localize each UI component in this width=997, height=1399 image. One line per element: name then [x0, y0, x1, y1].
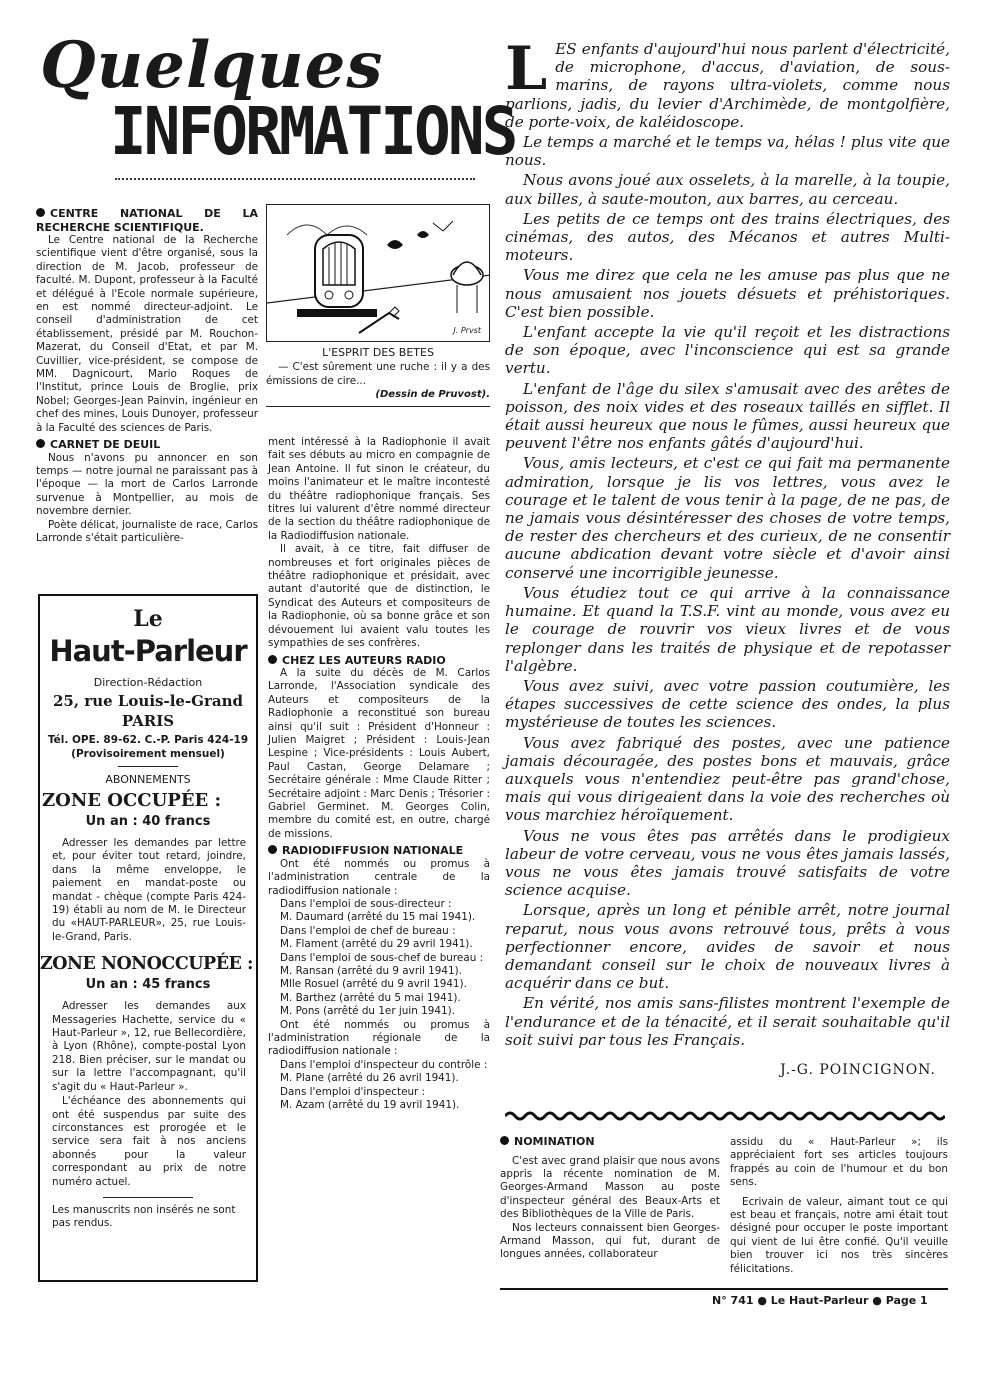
section-body: Dans l'emploi d'inspecteur : [280, 1085, 426, 1098]
cartoon-drawing [267, 205, 490, 342]
section-body: ment intéressé à la Radiophonie il avait fait ses débuts au micro en compagnie de Jean Antoine. Il fut sinon le créateur, du moins l'animateur et le maître incontesté du théâtre radiophonique français. Ses titres lui valurent d'être nommé directeur de la section du théâtre radiophonique de la Radiodiffusion nationale. [268, 436, 490, 542]
nomination-col-1 [500, 1132, 720, 1262]
divider [118, 766, 178, 767]
editorial-paragraph: L'enfant de l'âge du silex s'amusait avec des arêtes de poisson, des noix vides et des roseaux taillés en sifflet. Il était aussi heureux que nous le fûmes, aussi heureux que peuvent l'être nos enfants gâtés d'aujourd'hui. [505, 379, 950, 453]
box-periodicity: (Provisoirement mensuel) [71, 748, 225, 760]
box-le: Le [133, 606, 163, 632]
cartoon-credit: (Dessin de Pruvost). [375, 389, 490, 401]
section-body: Mlle Rosuel (arrêté du 9 avril 1941). [280, 978, 467, 991]
section-body: M. Flament (arrêté du 29 avril 1941). [280, 938, 473, 951]
box-address: 25, rue Louis-le-Grand [52, 692, 243, 710]
cartoon-caption-block [266, 346, 490, 407]
page-footer: N° 741 ● Le Haut-Parleur ● Page 1 [712, 1294, 928, 1307]
section-body: Dans l'emploi de sous-directeur : [280, 898, 452, 910]
editorial-paragraph: Vous étudiez tout ce qui arrive à la connaissance humaine. Et quand la T.S.F. vint au monde, vous avez eu le courage de rouvrir vos vieux livres et de vous replonger dans les traités de physique et de repotasser l'algèbre. [505, 583, 950, 675]
box-tel: Tél. OPE. 89-62. C.-P. Paris 424-19 [47, 734, 249, 746]
editorial-paragraph: Nous avons joué aux osselets, à la marelle, à la toupie, aux billes, à saute-mouton, aux barres, au cerceau. [505, 171, 950, 208]
section-body: Ont été nommés ou promus à l'administration centrale de la radiodiffusion nationale : [268, 857, 490, 897]
section-body: Poète délicat, journaliste de race, Carlos Larronde s'était particulière- [36, 518, 258, 545]
section-body: M. Ransan (arrêté du 9 avril 1941). [280, 965, 462, 978]
editorial-paragraph: En vérité, nos amis sans-filistes montrent l'exemple de l'endurance et de la ténacité, et il serait souhaitable qu'il soit suivi par tous les Français. [505, 994, 950, 1049]
divider [266, 406, 490, 407]
section-heading: CHEZ LES AUTEURS RADIO [268, 654, 490, 668]
column-2 [268, 436, 490, 1113]
cartoon-title: L'ESPRIT DES BETES [322, 346, 434, 359]
wavy-divider [505, 1108, 945, 1124]
box-city: PARIS [121, 712, 175, 730]
box-direction: Direction-Rédaction [93, 676, 203, 689]
editorial-paragraph: Vous avez fabriqué des postes, avec une patience jamais découragée, des postes bons et mauvais, grâce auxquels vous n'entendiez peut-être pas grand'chose, mais qui vous dirigeaient dans la voie des recherches où vous marchiez héroïquement. [505, 733, 950, 825]
zone-free-text: Adresser les demandes aux Messageries Hachette, service du « Haut-Parleur », 12, rue Bellecordière, à Lyon (Rhône), compte-postal Lyon 218. Bien préciser, sur le mandat ou sur la lettre l'accompagnant, qu'il s'agit du « Haut-Parleur ». [52, 1000, 246, 1093]
dropcap: L [505, 34, 548, 104]
editorial-paragraph: ES enfants d'aujourd'hui nous parlent d'électricité, de microphone, d'accus, d'aviation, de sous-marins, de rayons ultra-violets, comme nous parlions, jadis, du levier d'Archimède, de montgolfière, de porte-voix, de kaléidoscope. [505, 40, 950, 131]
section-body: Ont été nommés ou promus à l'administration régionale de la radiodiffusion nationale : [268, 1018, 490, 1058]
cartoon-caption: — C'est sûrement une ruche : il y a des émissions de cire... [266, 361, 490, 387]
section-body: M. Azam (arrêté du 19 avril 1941). [280, 1099, 460, 1112]
editorial-paragraph: Les petits de ce temps ont des trains électriques, des cinémas, des autos, des Mécanos et autres Multi-moteurs. [505, 209, 950, 265]
bullet-icon [268, 655, 277, 664]
zone-occupied-price: Un an : 40 francs [85, 814, 211, 829]
section-body: A la suite du décès de M. Carlos Larronde, l'Association syndicale des Auteurs et compositeurs de la Radiophonie a reconstitué son bureau ainsi qu'il suit : Président d'Honneur : Julien Maigret ; Président : Louis-Jean Lespine ; Vice-présidents : Louis Aubert, Paul Castan, George Delamare ; Secrétaire générale : Mme Claude Ritter ; Secrétaire adjoint : Marc Denis ; Trésorier : Gabriel Germinet. M. Georges Colin, membre du comité est, en outre, chargé de missions. [268, 667, 490, 840]
section-body: M. Barthez (arrêté du 5 mai 1941). [280, 991, 461, 1004]
divider [103, 1197, 193, 1198]
bullet-icon [36, 208, 45, 217]
bullet-icon [36, 439, 45, 448]
section-body: Dans l'emploi d'inspecteur du contrôle : [280, 1058, 488, 1071]
section-body: M. Daumard (arrêté du 15 mai 1941). [280, 911, 476, 924]
section-heading: CENTRE NATIONAL DE LA RECHERCHE SCIENTIFIQUE. [36, 207, 258, 234]
section-body: Nos lecteurs connaissent bien Georges-Armand Masson, qui fut, durant de longues années, collaborateur [500, 1221, 720, 1261]
section-body: Ecrivain de valeur, aimant tout ce qui est beau et français, notre ami était tout désigné pour occuper le poste important qui vient de lui être confié. Qu'il veuille bien trouver ici nos très sincères félicitations. [730, 1195, 948, 1275]
zone-occupied-heading: ZONE OCCUPÉE : [42, 790, 222, 811]
editorial-signature: J.-G. POINCIGNON. [780, 1061, 936, 1078]
section-heading: RADIODIFFUSION NATIONALE [268, 844, 490, 858]
box-name: Haut-Parleur [49, 634, 247, 668]
bullet-icon [268, 845, 277, 854]
editorial-paragraph: Le temps a marché et le temps va, hélas ! plus vite que nous. [505, 133, 950, 170]
cartoon-illustration [266, 204, 490, 342]
editorial [505, 34, 950, 1079]
section-body: M. Pons (arrêté du 1er juin 1941). [280, 1005, 455, 1018]
zone-free-heading: ZONE NONOCCUPÉE : [40, 954, 253, 975]
column-1 [36, 204, 258, 545]
zone-free-text-2: L'échéance des abonnements qui ont été suspendus par suite des circonstances est prorogée et le service sera fait à nos anciens abonnés pour la valeur correspondant au prix de notre numéro actuel. [52, 1095, 246, 1188]
masthead-title: INFORMATIONS [110, 93, 516, 170]
zone-occupied-text: Adresser les demandes par lettre et, pour éviter tout retard, joindre, dans la même enveloppe, le paiement en mandat-poste ou mandat - chèque (compte Paris 424-19) établi au nom de M. le Directeur du «HAUT-PARLEUR», 25, rue Louis-le-Grand, Paris. [52, 837, 246, 943]
section-body: C'est avec grand plaisir que nous avons appris la récente nomination de M. Georges-Armand Masson au poste d'inspecteur général des Beaux-Arts et des Bibliothèques de la Ville de Paris. [500, 1154, 720, 1221]
editorial-paragraph: Vous avez suivi, avec votre passion coutumière, les étapes successives de cette science des ondes, la plus mystérieuse de toutes les sciences. [505, 676, 950, 732]
section-body: Il avait, à ce titre, fait diffuser de nombreuses et fort originales pièces de théâtre radiophonique et présidait, avec autant d'autorité que de distinction, le Syndicat des Auteurs et compositeurs de la Radiophonie, où sa bonne grâce et son dévouement lui avaient valu toutes les sympathies de ses confrères. [268, 543, 490, 650]
bullet-icon [500, 1136, 509, 1145]
section-heading: NOMINATION [500, 1135, 720, 1149]
section-body: Nous n'avons pu annoncer en son temps — notre journal ne paraissant pas à l'époque — la mort de Carlos Larronde survenue à Montpellier, au mois de novembre dernier. [36, 451, 258, 518]
manuscripts-note: Les manuscrits non insérés ne sont pas rendus. [52, 1203, 236, 1230]
editorial-paragraph: Vous ne vous êtes pas arrêtés dans le prodigieux labeur de votre cerveau, vous ne vous êtes jamais lassés, vous ne vous êtes jamais trouvé satisfaits de votre science acquise. [505, 826, 950, 900]
editorial-paragraph: L'enfant accepte la vie qu'il reçoit et les distractions de son époque, avec l'inconscience qui est sa grande vertu. [505, 323, 950, 378]
cartoon-signature: J. Prvst [453, 326, 481, 335]
section-body: M. Plane (arrêté du 26 avril 1941). [280, 1072, 459, 1085]
nomination-col-2 [730, 1136, 948, 1276]
editorial-paragraph: Lorsque, après un long et pénible arrêt, notre journal reparut, nous vous avons retrouvé tous, prêts à vous perfectionner encore, avides de savoir et nous demandant conseil sur le choix de nouveaux livres à acquérir dans ce but. [505, 901, 950, 993]
footer-rule [500, 1288, 948, 1290]
section-body: Dans l'emploi de sous-chef de bureau : [280, 951, 484, 964]
section-heading: CARNET DE DEUIL [36, 438, 258, 452]
section-body: Le Centre national de la Recherche scientifique vient d'être organisé, sous la direction de M. Jacob, professeur de faculté. M. Dupont, professeur à la Faculté et délégué à l'Ecole normale supérieure, en est nommé directeur-adjoint. Le conseil d'administration de cet établissement, présidé par M. Rouchon-Mazerat, du Conseil d'Etat, et par M. Cuvillier, vice-président, se compose de MM. Dagnicourt, Mario Roques de l'Institut, prince Louis de Broglie, prix Nobel; Georges-Jean Painvin, ingénieur en chef des mines, Louis Dunoyer, professeur à la Faculté des sciences de Paris. [36, 234, 258, 434]
box-abonnements: ABONNEMENTS [105, 773, 191, 786]
zone-free-price: Un an : 45 francs [85, 977, 211, 993]
editorial-paragraph: Vous, amis lecteurs, et c'est ce qui fait ma permanente admiration, lorsque je lis vos lettres, vous avez le courage et le talent de vous tenir à la page, de ne pas, de ne jamais vous désintéresser des choses de votre temps, de rester des chercheurs et des curieux, de ne consentir aucune abdication devant votre siècle et d'avoir ainsi conservé une incorrigible jeunesse. [505, 454, 950, 582]
masthead-script: Quelques [40, 28, 384, 103]
masthead-dotted-rule [115, 178, 475, 180]
section-body: assidu du « Haut-Parleur »; ils appréciaient fort ses articles toujours frappés au coin de l'humour et du bon sens. [730, 1136, 948, 1189]
subscription-box [38, 594, 258, 1282]
editorial-paragraph: Vous me direz que cela ne les amuse pas plus que ne nous amusaient nos jouets désuets et préhistoriques. C'est bien possible. [505, 266, 950, 321]
section-body: Dans l'emploi de chef de bureau : [280, 924, 456, 937]
